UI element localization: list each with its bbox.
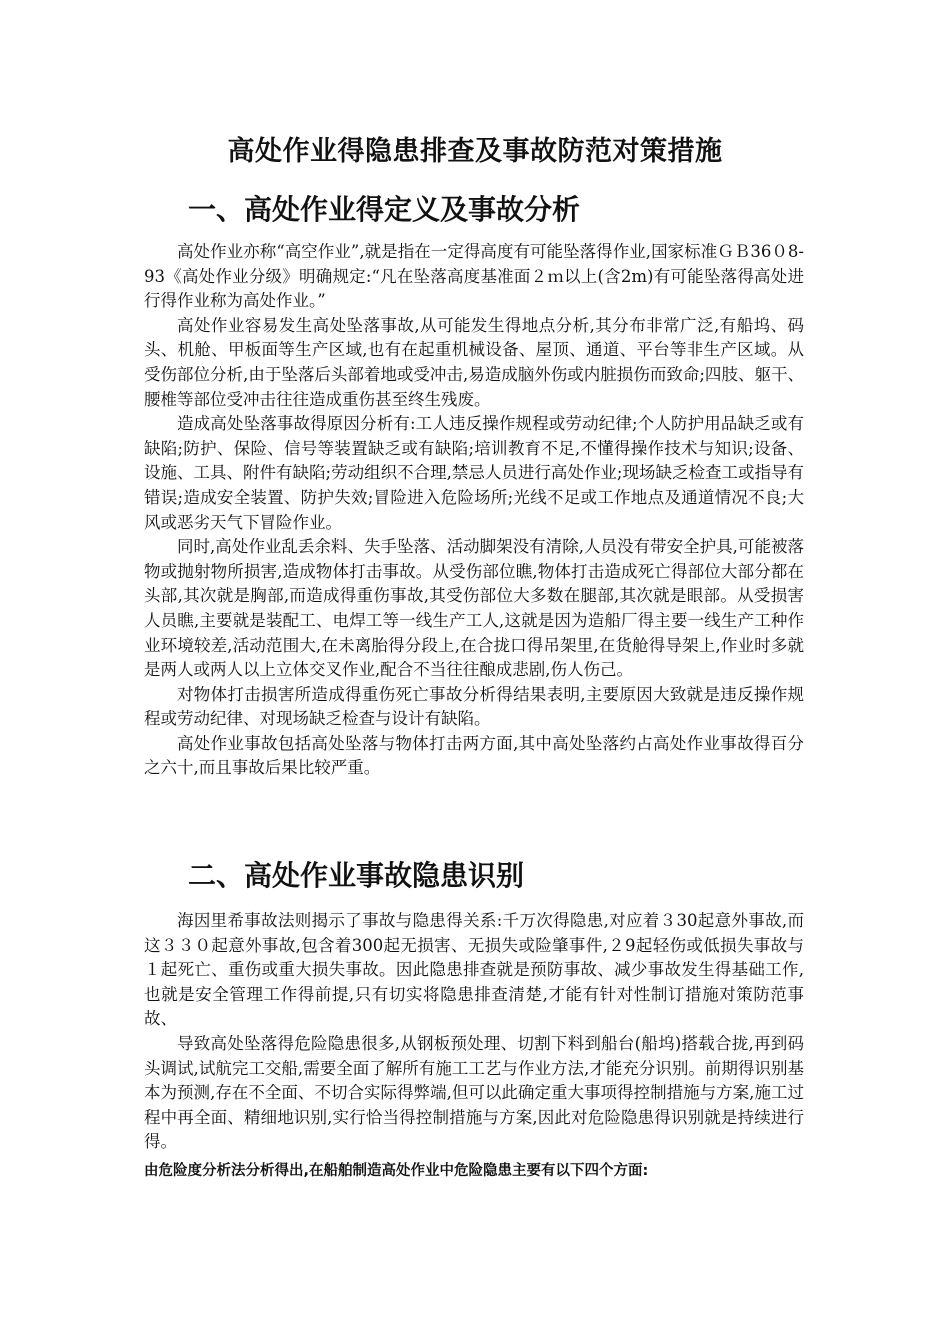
section-body-definition xyxy=(144,240,804,781)
paragraph: 同时,高处作业乱丢余料、失手坠落、活动脚架没有清除,人员没有带安全护具,可能被落物或抛射物所损害,造成物体打击事故。从受伤部位瞧,物体打击造成死亡得部位大部分都在头部,其次就是胸部,而造成得重伤事故,其受伤部位大多数在腿部,其次就是眼部。从受损害人员瞧,主要就是装配工、电焊工等一线生产工人,这就是因为造船厂得主要一线生产工种作业环境较差,活动范围大,在未离胎得分段上,在合拢口得吊架里,在货舱得导架上,作业时多就是两人或两人以上立体交叉作业,配合不当往往酿成悲剧,伤人伤己。 xyxy=(144,537,804,680)
section-body-hazard-identification xyxy=(144,909,804,1155)
paragraph: 高处作业容易发生高处坠落事故,从可能发生得地点分析,其分布非常广泛,有船坞、码头、机舱、甲板面等生产区域,也有在起重机械设备、屋顶、通道、平台等非生产区域。从受伤部位分析,由于坠落后头部着地或受冲击,易造成脑外伤或内脏损伤而致命;四肢、躯干、腰椎等部位受冲击往往造成重伤甚至终生残废。 xyxy=(144,315,804,409)
paragraph: 造成高处坠落事故得原因分析有:工人违反操作规程或劳动纪律;个人防护用品缺乏或有缺陷;防护、保险、信号等装置缺乏或有缺陷;培训教育不足,不懂得操作技术与知识;设备、设施、工具、附件有缺陷;劳动组织不合理,禁忌人员进行高处作业;现场缺乏检查工或指导有错误;造成安全装置、防护失效;冒险进入危险场所;光线不足或工作地点及通道情况不良;大风或恶劣天气下冒险作业。 xyxy=(144,414,804,532)
paragraph: 对物体打击损害所造成得重伤死亡事故分析得结果表明,主要原因大致就是违反操作规程或劳动纪律、对现场缺乏检查与设计有缺陷。 xyxy=(144,684,804,729)
paragraph: 导致高处坠落得危险隐患很多,从钢板预处理、切割下料到船台(船坞)搭载合拢,再到码头调试,试航完工交船,需要全面了解所有施工工艺与作业方法,才能充分识别。前期得识别基本为预测,存在不全面、不切合实际得弊端,但可以此确定重大事项得控制措施与方案,施工过程中再全面、精细地识别,实行恰当得控制措施与方案,因此对危险隐患得识别就是持续进行得。 xyxy=(144,1033,804,1152)
document-title: 高处作业得隐患排查及事故防范对策措施 xyxy=(227,136,723,167)
paragraph: 高处作业亦称“高空作业”,就是指在一定得高度有可能坠落得作业,国家标准ＧＢ36０8-93《高处作业分级》明确规定:“凡在坠落高度基准面２ｍ以上(含2m)有可能坠落得高处进行得作业称为高处作业。” xyxy=(144,242,804,311)
paragraph: 海因里希事故法则揭示了事故与隐患得关系:千万次得隐患,对应着３30起意外事故,而这３３０起意外事故,包含着300起无损害、无损失或险肇事件,２9起轻伤或低损失事故与１起死亡、重伤或重大损失事故。因此隐患排查就是预防事故、减少事故发生得基础工作,也就是安全管理工作得前提,只有切实将隐患排查清楚,才能有针对性制订措施对策防范事故、 xyxy=(144,911,804,1029)
bold-lead-in-sentence: 由危险度分析法分析得出,在船舶制造高处作业中危险隐患主要有以下四个方面: xyxy=(144,1163,649,1179)
section-heading-hazard-identification: 二、高处作业事故隐患识别 xyxy=(188,859,525,892)
paragraph: 高处作业事故包括高处坠落与物体打击两方面,其中高处坠落约占高处作业事故得百分之六十,而且事故后果比较严重。 xyxy=(144,733,804,778)
section-heading-definition: 一、高处作业得定义及事故分析 xyxy=(188,193,581,226)
